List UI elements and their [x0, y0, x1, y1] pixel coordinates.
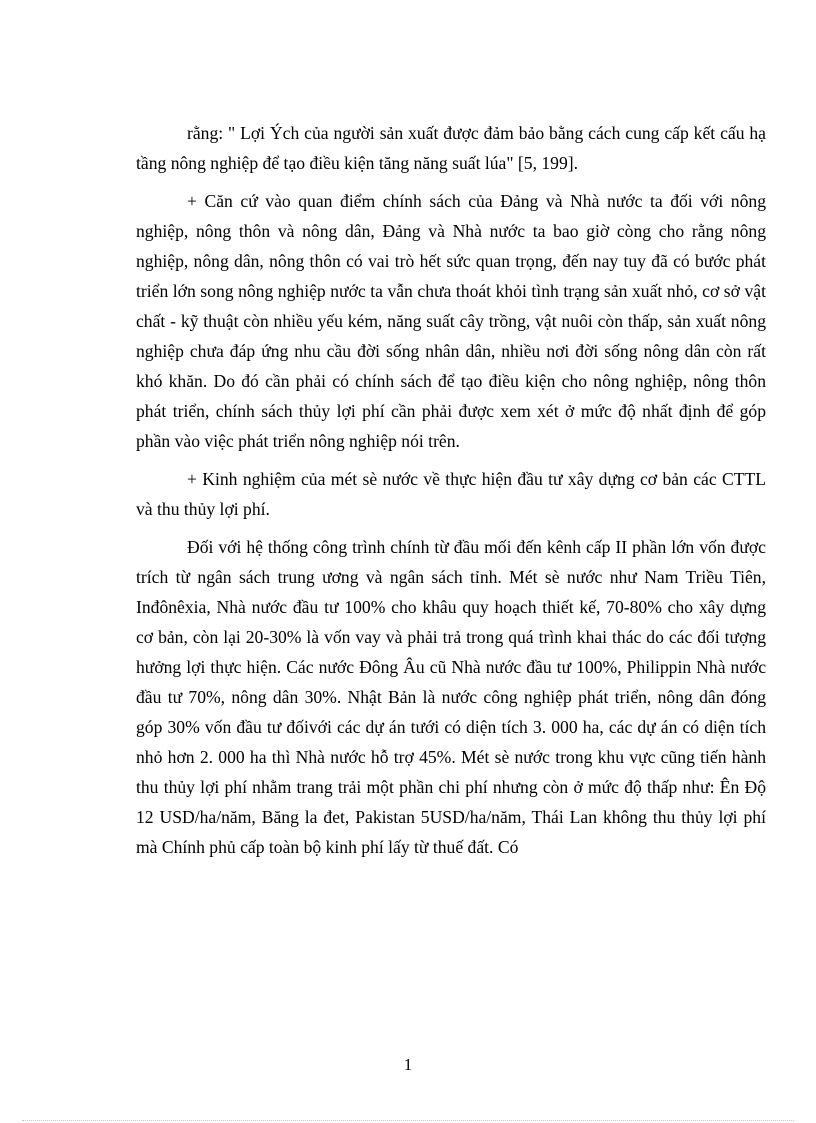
paragraph-international-experience: + Kinh nghiệm của mét sè nước về thực hiện đầu tư xây dựng cơ bản các CTTL và thu thủy lợi phí. — [136, 469, 766, 519]
page-number: 1 — [403, 1055, 413, 1074]
paragraph-investment-details: Đối với hệ thống công trình chính từ đầu mối đến kênh cấp II phần lớn vốn được trích từ ngân sách trung ương và ngân sách tỉnh. Mét sè nước như Nam Triều Tiên, Inđônêxia, Nhà nước đầu tư 100% cho khâu quy hoạch thiết kế, 70-80% cho xây dựng cơ bản, còn lại 20-30% là vốn vay và phải trả trong quá trình khai thác do các đối tượng hưởng lợi thực hiện. Các nước Đông Âu cũ Nhà nước đầu tư 100%, Philippin Nhà nước đầu tư 70%, nông dân 30%. Nhật Bản là nước công nghiệp phát triển, nông dân đóng góp 30% vốn đầu tư đốivới các dự án tưới có diện tích 3. 000 ha, các dự án có diện tích nhỏ hơn 2. 000 ha thì Nhà nước hỗ trợ 45%. Mét sè nước trong khu vực cũng tiến hành thu thủy lợi phí nhằm trang trải một phần chi phí nhưng còn ở mức độ thấp như: Ên Độ 12 USD/ha/năm, Băng la đet, Pakistan 5USD/ha/năm, Thái Lan không thu thủy lợi phí mà Chính phủ cấp toàn bộ kinh phí lấy từ thuế đất. Có — [136, 537, 766, 857]
paragraph-continuation: rằng: " Lợi Ých của người sản xuất được đảm bảo bằng cách cung cấp kết cấu hạ tầng nông nghiệp để tạo điều kiện tăng năng suất lúa" [5, 199]. — [136, 123, 766, 173]
document-body — [136, 118, 766, 870]
page-bottom-divider — [22, 1120, 794, 1121]
paragraph-policy-basis: + Căn cứ vào quan điểm chính sách của Đảng và Nhà nước ta đối với nông nghiệp, nông thôn và nông dân, Đảng và Nhà nước ta bao giờ còng cho rằng nông nghiệp, nông dân, nông thôn có vai trò hết sức quan trọng, đến nay tuy đã có bước phát triển lớn song nông nghiệp nước ta vẫn chưa thoát khỏi tình trạng sản xuất nhỏ, cơ sở vật chất - kỹ thuật còn nhiều yếu kém, năng suất cây trồng, vật nuôi còn thấp, sản xuất nông nghiệp chưa đáp ứng nhu cầu đời sống nhân dân, nhiều nơi đời sống nông dân còn rất khó khăn. Do đó cần phải có chính sách để tạo điều kiện cho nông nghiệp, nông thôn phát triển, chính sách thủy lợi phí cần phải được xem xét ở mức độ nhất định để góp phần vào việc phát triển nông nghiệp nói trên. — [136, 191, 766, 451]
